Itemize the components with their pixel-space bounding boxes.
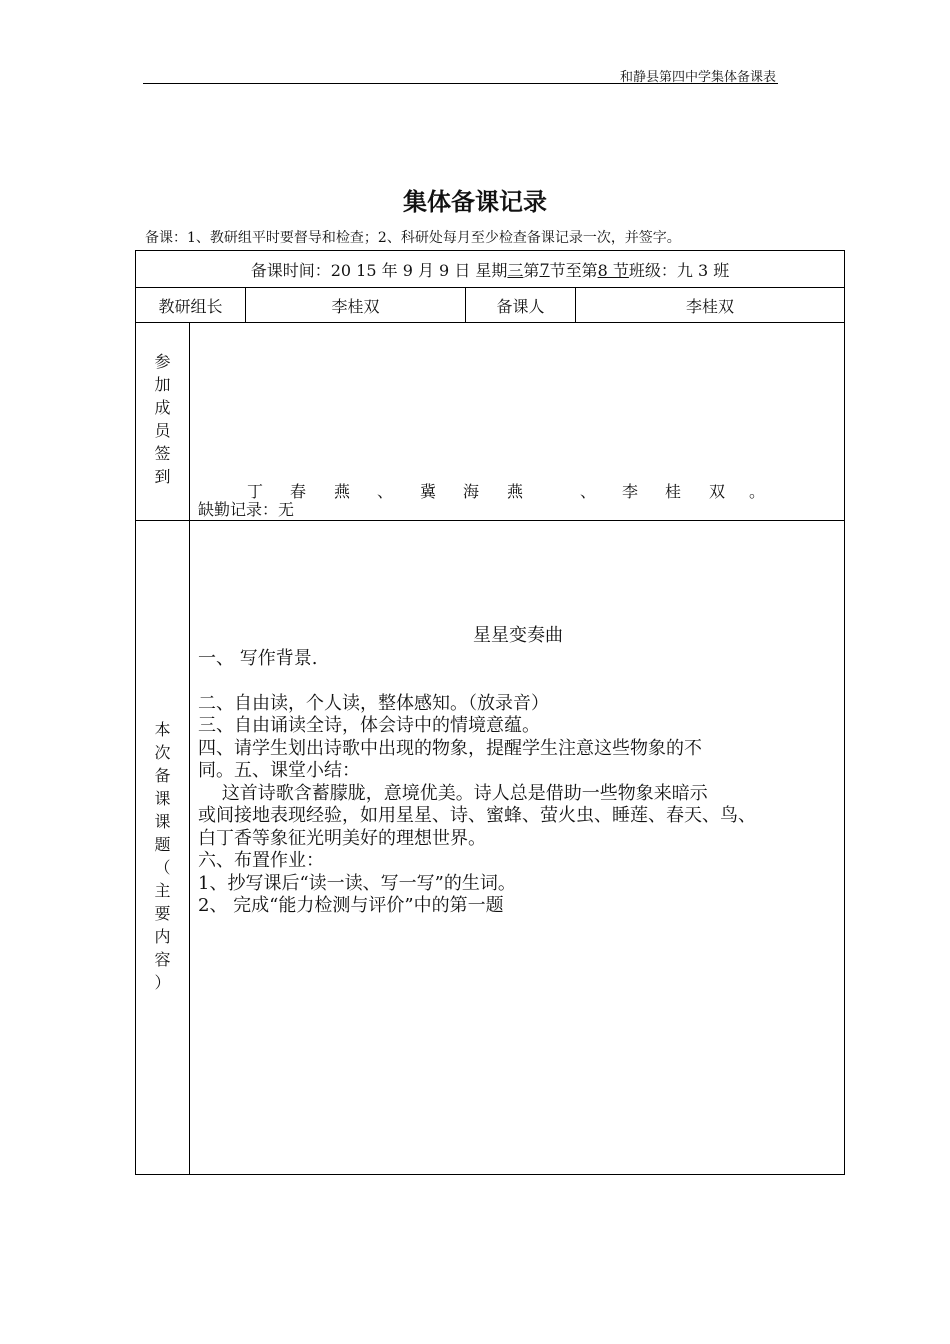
content-line: 同。五、课堂小结： <box>198 760 360 781</box>
preparer-label: 备课人 <box>496 296 545 316</box>
lesson-title: 星星变奏曲 <box>473 625 563 646</box>
member-glyph: 丁 <box>247 482 264 501</box>
content-line: 四、请学生划出诗歌中出现的物象，提醒学生注意这些物象的不 <box>198 737 702 759</box>
content-line: 这首诗歌含蓄朦胧，意境优美。诗人总是借助一些物象来暗示 <box>198 782 708 804</box>
time-mid2: 节至第 <box>549 260 598 280</box>
time-mid1: 第 <box>523 260 540 280</box>
header-divider <box>143 83 778 84</box>
member-glyph: 燕 <box>334 482 351 501</box>
content-line: 1、抄写课后“读一读、写一写”的生词。 <box>198 872 516 894</box>
topic-label: 本 次 备 课 课 题 （ 主 要 内 容 ） <box>154 720 171 992</box>
content-line: 2、 完成“能力检测与评价”中的第一题 <box>198 895 504 916</box>
page-title: 集体备课记录 <box>403 188 547 216</box>
member-glyph: 双 <box>709 482 726 501</box>
content-line: 二、自由读，个人读，整体感知。（放录音） <box>198 692 549 714</box>
divider <box>189 323 190 520</box>
content-line: 白丁香等象征光明美好的理想世界。 <box>198 827 486 849</box>
absence-record: 缺勤记录：无 <box>198 500 295 519</box>
content-line: 三、自由诵读全诗，体会诗中的情境意蕴。 <box>198 715 540 736</box>
time-prefix: 备课时间：20 15 年 9 月 9 日 星期 <box>250 260 508 280</box>
divider <box>189 521 190 1174</box>
member-glyph: 燕 <box>507 482 524 501</box>
member-glyph: 。 <box>749 482 766 501</box>
member-glyph: 、 <box>580 482 597 501</box>
end-period-value: 8 节 <box>597 260 629 280</box>
class-text: 班级：九 3 班 <box>628 260 730 280</box>
leader-label: 教研组长 <box>158 296 223 316</box>
lesson-content <box>198 625 838 918</box>
content-line <box>198 670 838 693</box>
member-glyph: 春 <box>290 482 307 501</box>
leader-name: 李桂双 <box>331 296 380 316</box>
content-line: 或间接地表现经验，如用星星、诗、蜜蜂、萤火虫、睡莲、春天、鸟、 <box>198 805 756 826</box>
content-line: 一、 写作背景. <box>198 647 318 669</box>
member-glyph: 李 <box>622 482 639 501</box>
member-glyph: 、 <box>377 482 394 501</box>
leaders-row <box>136 288 844 323</box>
content-line: 六、布置作业： <box>198 850 324 871</box>
notice-text: 备课：1、教研组平时要督导和检查；2、科研处每月至少检查备课记录一次，并签字。 <box>145 230 681 246</box>
weekday-value: 三 <box>507 260 524 280</box>
members-label: 参 加 成 员 签 到 <box>154 352 171 486</box>
member-glyph: 冀 <box>420 482 437 501</box>
member-glyph: 桂 <box>665 482 682 501</box>
start-period-value: 7 <box>539 259 550 279</box>
header-school-title: 和静县第四中学集体备课表 <box>619 70 776 85</box>
members-row <box>136 323 844 521</box>
preparer-name: 李桂双 <box>685 296 734 316</box>
member-glyph: 海 <box>463 482 480 501</box>
time-row <box>136 251 844 288</box>
